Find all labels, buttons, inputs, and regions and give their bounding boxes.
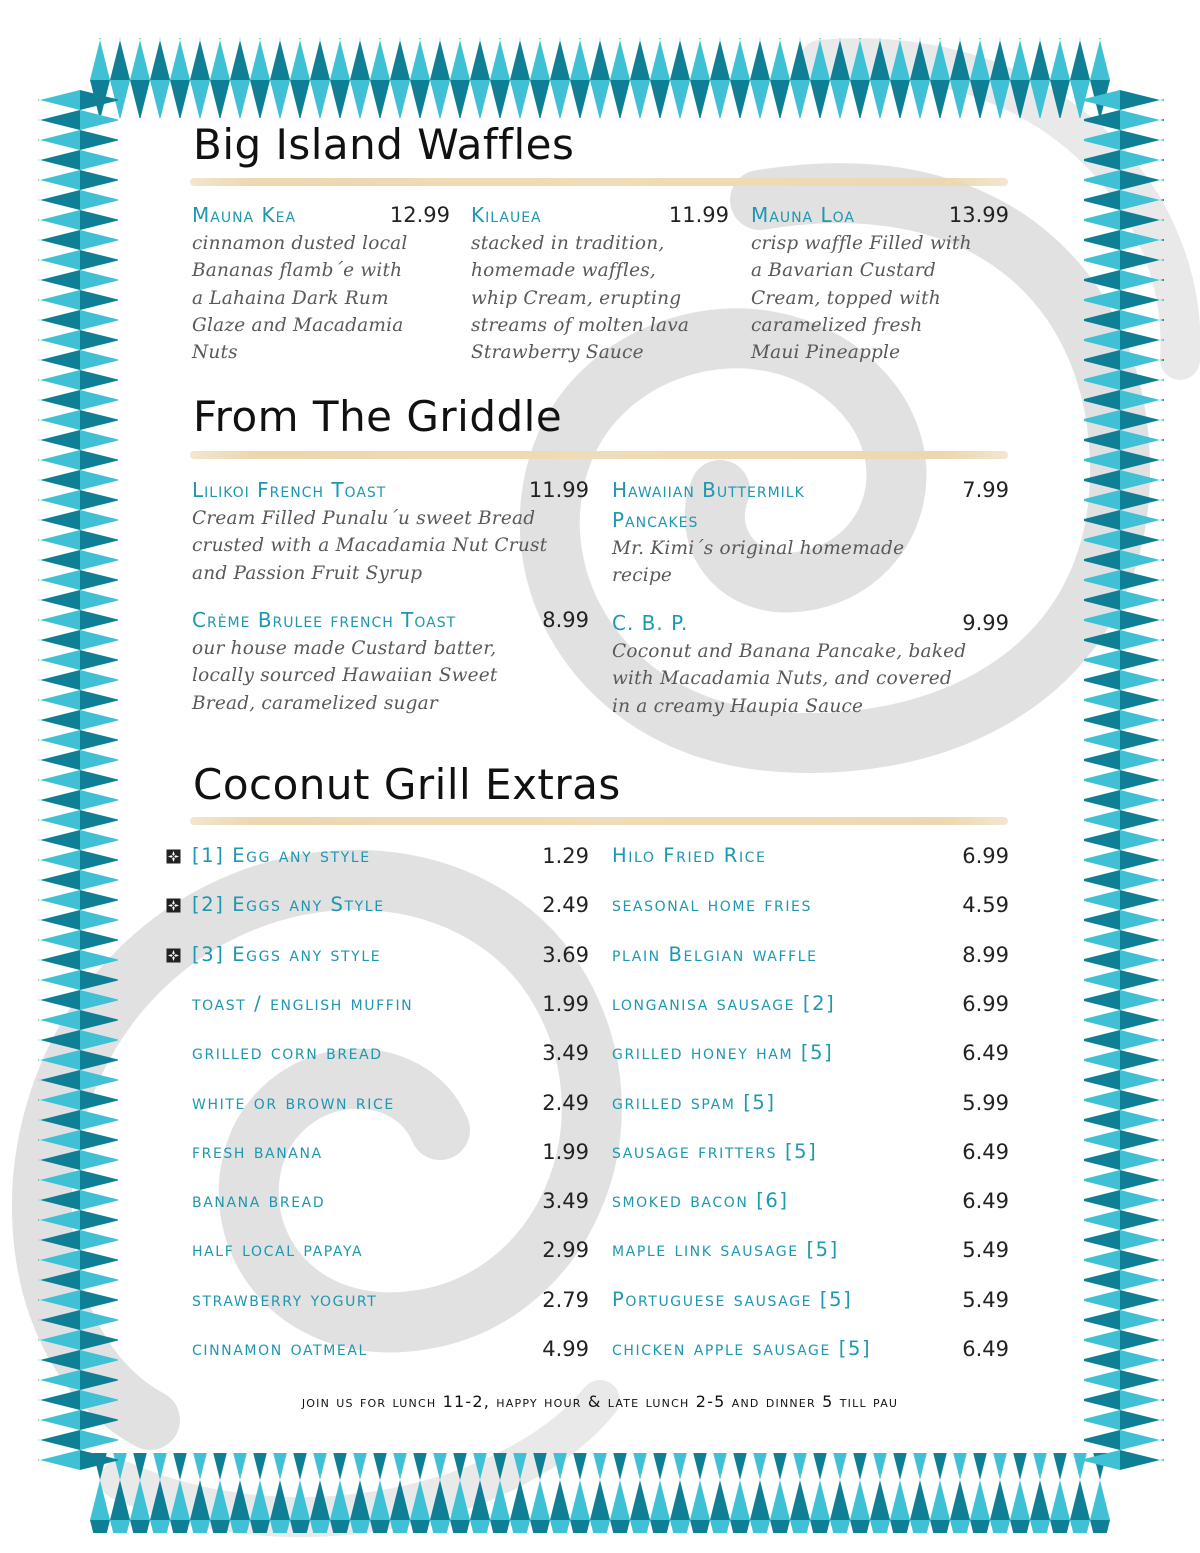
extra-item-price: 4.99 (542, 1337, 589, 1361)
extra-item-name: cinnamon oatmeal (192, 1337, 368, 1360)
extra-item (612, 1137, 1009, 1167)
extra-item-price: 6.99 (962, 991, 1009, 1016)
menu-item-lilikoi-french-toast (192, 475, 589, 587)
item-price: 7.99 (962, 478, 1009, 502)
extra-item-price: 6.49 (962, 1189, 1009, 1214)
extra-item-price: 1.29 (542, 844, 589, 868)
extra-item (192, 1235, 589, 1265)
extra-item-name: longanisa sausage [2] (612, 991, 836, 1015)
extra-item (192, 989, 589, 1019)
extra-item (192, 1038, 589, 1068)
star-marker-icon (166, 898, 181, 913)
extra-item (612, 1334, 1009, 1364)
extra-item-price: 6.49 (962, 1041, 1009, 1066)
extra-item (612, 1285, 1009, 1315)
extra-item (612, 1038, 1009, 1068)
extra-item-price: 2.79 (542, 1287, 589, 1312)
extra-item-price: 2.99 (542, 1238, 589, 1263)
item-description: Coconut and Banana Pancake, baked with Macadamia Nuts, and covered in a creamy Haupia Sauce (612, 641, 967, 717)
extra-item-price: 2.49 (542, 893, 589, 918)
star-marker-icon (166, 948, 181, 963)
item-name: Kilauea (471, 203, 542, 227)
menu-item-mauna-kea (192, 200, 450, 366)
item-description: Cream Filled Punalu´u sweet Bread crusted with a Macadamia Nut Crust and Passion Fruit Syrup (192, 508, 548, 584)
menu-item-cbp (612, 608, 1009, 720)
section-underline (190, 178, 1008, 186)
extra-item-price: 5.49 (962, 1238, 1009, 1263)
extra-item-name: Portuguese sausage [5] (612, 1287, 853, 1311)
extra-item-name: grilled honey ham [5] (612, 1041, 834, 1065)
extra-item-price: 3.49 (542, 1041, 589, 1066)
extra-item (192, 1137, 589, 1167)
extra-item-name: [2] Eggs any Style (192, 893, 385, 917)
extra-item (612, 890, 1009, 920)
item-name: Mauna Kea (192, 203, 297, 227)
extra-item (192, 841, 589, 871)
section-title-extras: Coconut Grill Extras (193, 760, 621, 809)
extra-item (192, 1186, 589, 1216)
extra-item-name: [1] Egg any style (192, 844, 371, 867)
extra-item-name: Hilo Fried Rice (612, 844, 767, 867)
extra-item-name: fresh banana (192, 1139, 323, 1163)
extra-item-price: 1.99 (542, 991, 589, 1016)
extra-item-name: [3] Eggs any style (192, 942, 382, 966)
extra-item-name: strawberry yogurt (192, 1287, 378, 1311)
section-title-griddle: From The Griddle (193, 392, 563, 441)
footer-hours: join us for lunch 11-2, happy hour & late lunch 2-5 and dinner 5 till pau (301, 1392, 899, 1411)
extra-item-price: 3.69 (542, 942, 589, 967)
item-price: 12.99 (389, 203, 450, 227)
item-name: C. B. P. (612, 611, 689, 635)
extra-item-name: half local papaya (192, 1238, 364, 1262)
extra-item (192, 940, 589, 970)
extra-item (192, 1088, 589, 1118)
extra-item-price: 6.49 (962, 1337, 1009, 1361)
menu-item-buttermilk-pancakes (612, 475, 1009, 590)
extra-item (612, 1088, 1009, 1118)
section-title-waffles: Big Island Waffles (193, 120, 575, 169)
extra-item (612, 841, 1009, 871)
item-name: Hawaiian Buttermilk Pancakes (612, 478, 805, 532)
extra-item-price: 8.99 (962, 942, 1009, 967)
item-description: our house made Custard batter, locally sourced Hawaiian Sweet Bread, caramelized sugar (192, 638, 498, 714)
extra-item-name: toast / english muffin (192, 991, 414, 1015)
item-description: cinnamon dusted local Bananas flamb´e with a Lahaina Dark Rum Glaze and Macadamia Nuts (192, 233, 408, 364)
extra-item-name: sausage fritters [5] (612, 1139, 818, 1163)
extra-item-name: white or brown rice (192, 1090, 395, 1114)
extra-item-name: plain Belgian waffle (612, 942, 818, 966)
item-price: 8.99 (542, 608, 589, 632)
item-price: 13.99 (948, 203, 1009, 227)
extra-item (192, 1285, 589, 1315)
extra-item (612, 940, 1009, 970)
item-description: Mr. Kimi´s original homemade recipe (612, 538, 905, 587)
section-underline (190, 817, 1008, 825)
menu-item-mauna-loa (751, 200, 1009, 366)
item-name: Lilikoi French Toast (192, 478, 387, 502)
item-description: stacked in tradition, homemade waffles, whip Cream, erupting streams of molten lava Strawberry Sauce (471, 233, 690, 364)
item-description: crisp waffle Filled with a Bavarian Custard Cream, topped with caramelized fresh Maui Pineapple (751, 233, 972, 364)
extra-item-name: grilled spam [5] (612, 1090, 776, 1114)
item-price: 11.99 (668, 203, 729, 227)
extra-item (192, 890, 589, 920)
menu-item-creme-brulee-french-toast (192, 605, 589, 717)
extra-item-price: 5.99 (962, 1090, 1009, 1115)
extra-item-price: 3.49 (542, 1189, 589, 1214)
item-price: 11.99 (528, 478, 589, 502)
extra-item (612, 989, 1009, 1019)
extra-item (192, 1334, 589, 1364)
extra-item-name: smoked bacon [6] (612, 1189, 789, 1213)
extra-item-price: 1.99 (542, 1139, 589, 1164)
extra-item-price: 4.59 (962, 893, 1009, 918)
extra-item-price: 6.99 (962, 844, 1009, 868)
extra-item-name: chicken apple sausage [5] (612, 1337, 872, 1360)
extra-item-name: maple link sausage [5] (612, 1238, 839, 1262)
menu-item-kilauea (471, 200, 729, 366)
extra-item-name: grilled corn bread (192, 1041, 383, 1065)
extra-item-name: seasonal home fries (612, 893, 812, 917)
extra-item (612, 1235, 1009, 1265)
star-marker-icon (166, 849, 181, 864)
extra-item-name: banana bread (192, 1189, 326, 1213)
item-name: Mauna Loa (751, 203, 855, 227)
item-name: Crème Brulee french Toast (192, 608, 457, 632)
extra-item-price: 2.49 (542, 1090, 589, 1115)
extra-item-price: 5.49 (962, 1287, 1009, 1312)
extra-item-price: 6.49 (962, 1139, 1009, 1164)
item-price: 9.99 (962, 611, 1009, 635)
section-underline (190, 451, 1008, 459)
extra-item (612, 1186, 1009, 1216)
